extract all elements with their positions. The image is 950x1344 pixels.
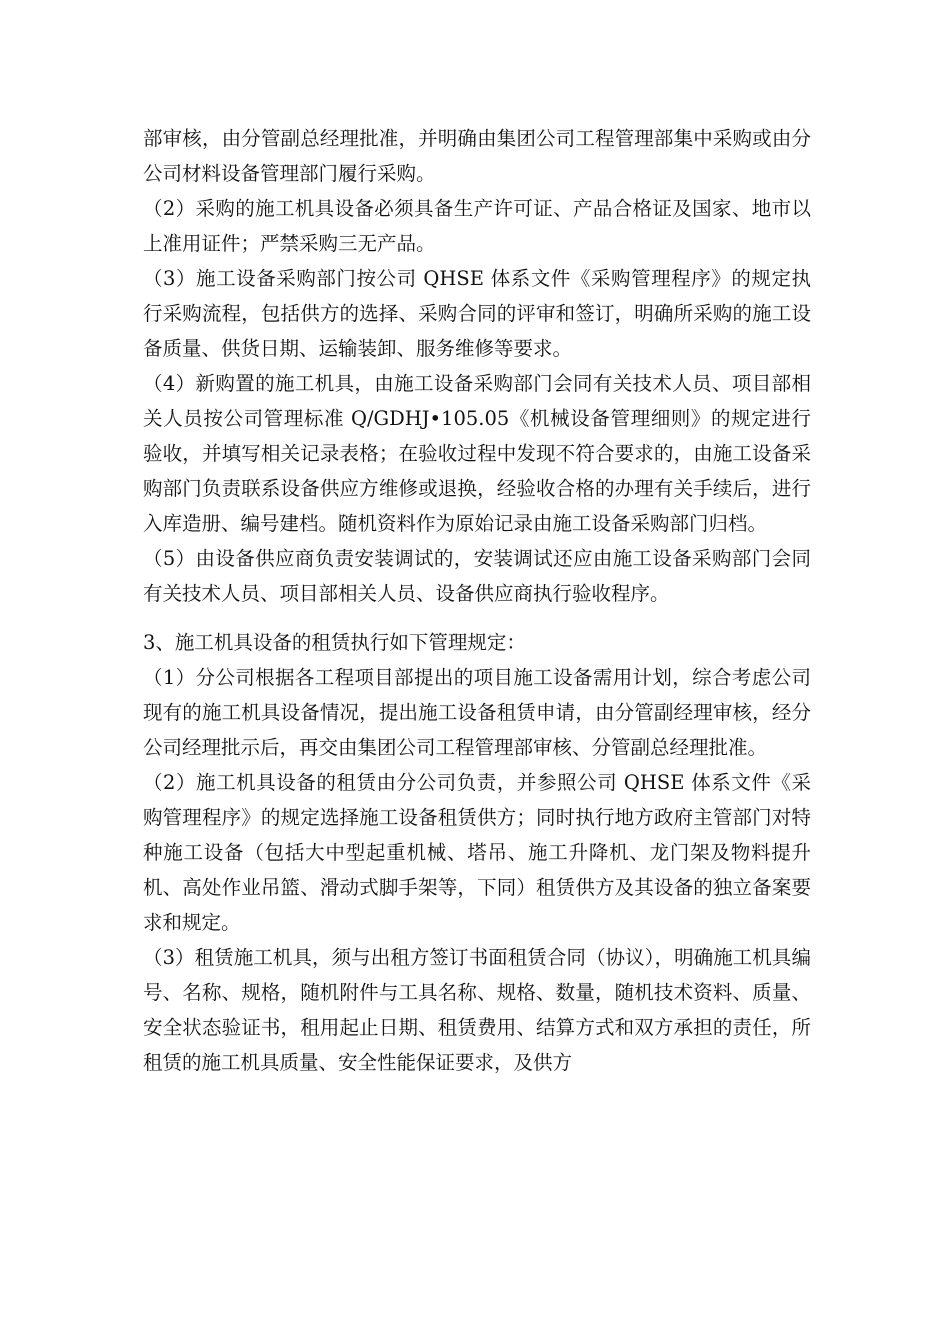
paragraph-item-2-permits: （2）采购的施工机具设备必须具备生产许可证、产品合格证及国家、地市以上准用证件；严禁采购三无产品。 — [143, 197, 811, 255]
paragraph-lease-item-3: （3）租赁施工机具，须与出租方签订书面租赁合同（协议），明确施工机具编号、名称、规格，随机附件与工具名称、规格、数量，随机技术资料、质量、安全状态验证书，租用起止日期、租赁费用、结算方式和双方承担的责任，所租赁的施工机具质量、安全性能保证要求，及供方 — [143, 946, 811, 1074]
paragraph-item-4-acceptance: （4）新购置的施工机具，由施工设备采购部门会同有关技术人员、项目部相关人员按公司管理标准 Q/GDHJ•105.05《机械设备管理细则》的规定进行验收，并填写相关记录表格；在验收过程中发现不符合要求的，由施工设备采购部门负责联系设备供应方维修或退换，经验收合格的办理有关手续后，进行入库造册、编号建档。随机资料作为原始记录由施工设备采购部门归档。 — [143, 372, 811, 535]
paragraph-lease-item-2: （2）施工机具设备的租赁由分公司负责，并参照公司 QHSE 体系文件《采购管理程序》的规定选择施工设备租赁供方；同时执行地方政府主管部门对特种施工设备（包括大中型起重机械、塔吊、施工升降机、龙门架及物料提升机、高处作业吊篮、滑动式脚手架等，下同）租赁供方及其设备的独立备案要求和规定。 — [143, 771, 811, 934]
paragraph-procurement-approval: 部审核，由分管副总经理批准，并明确由集团公司工程管理部集中采购或由分公司材料设备管理部门履行采购。 — [143, 127, 811, 185]
paragraph-lease-item-1: （1）分公司根据各工程项目部提出的项目施工设备需用计划，综合考虑公司现有的施工机具设备情况，提出施工设备租赁申请，由分管副经理审核，经分公司经理批示后，再交由集团公司工程管理部审核、分管副总经理批准。 — [143, 666, 811, 759]
document-page — [143, 121, 811, 1080]
paragraph-item-3-procurement-process: （3）施工设备采购部门按公司 QHSE 体系文件《采购管理程序》的规定执行采购流程，包括供方的选择、采购合同的评审和签订，明确所采购的施工设备质量、供货日期、运输装卸、服务维修等要求。 — [143, 267, 811, 360]
paragraph-item-5-installation: （5）由设备供应商负责安装调试的，安装调试还应由施工设备采购部门会同有关技术人员、项目部相关人员、设备供应商执行验收程序。 — [143, 547, 811, 605]
section-heading-leasing: 3、施工机具设备的租赁执行如下管理规定： — [143, 631, 526, 654]
